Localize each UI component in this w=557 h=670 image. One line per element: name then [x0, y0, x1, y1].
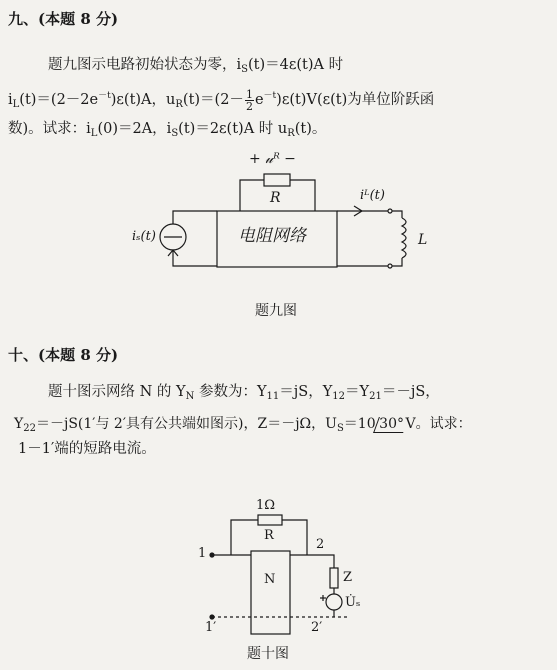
label-Z: Z — [343, 570, 353, 585]
problem9-line2: $i_L(t)=(2-2e^{-t})\varepsilon(t)A$，$u_R(t)=(2-$ $\frac{1}{2}$ $e^{-t})\varepsilon(t)V(\varepsilon(t)$为单位阶跃函 — [8, 87, 435, 113]
phasor-angle-symbol: 30° — [373, 417, 409, 433]
label-N: N — [264, 572, 276, 587]
label-iL-fig9: iᴸ(t) — [360, 188, 385, 203]
problem10-line1: 题十图示网络 N 的 $Y_N$ 参数为：$Y_{11}=jS$，$Y_{12}=Y_{21}=-jS$， — [48, 384, 440, 402]
port-1-label: 1 — [198, 546, 207, 561]
problem10-heading: 十、(本题 8 分) — [8, 346, 119, 364]
voltage-source-Us — [326, 594, 342, 610]
fraction-half: $\frac{1}{2}$ — [245, 87, 253, 113]
network-N-box — [251, 551, 290, 634]
caption-fig10: 题十图 — [247, 646, 289, 662]
label-1ohm: 1Ω — [256, 498, 276, 513]
label-Us: U̇ₛ — [345, 595, 361, 610]
inductor-coil — [402, 218, 406, 258]
label-R-fig9: R — [270, 190, 281, 206]
port-2prime-label: 2′ — [311, 620, 323, 635]
problem9-line3: 数)。试求：$i_L(0)=2A$，$i_S(t)=2\varepsilon(t)A$ 时 $u_R(t)$。 — [8, 121, 327, 139]
port-1prime-label: 1′ — [205, 620, 217, 635]
label-L-fig9: L — [418, 232, 428, 248]
problem9-line1: 题九图示电路初始状态为零，$i_S(t)=4\varepsilon(t)A$ 时 — [48, 57, 344, 75]
label-is-fig9: iₛ(t) — [132, 229, 156, 244]
problem9-heading: 九、(本题 8 分) — [8, 10, 119, 28]
label-network-fig9: 电阻网络 — [238, 226, 306, 246]
problem10-line2: $Y_{22}=-jS(1'$与 2′具有公共端如图示)，Z＝－jΩ，$U_S=10$ 30° V。试求： — [14, 416, 472, 434]
current-source-symbol — [160, 224, 186, 250]
port-2-label: 2 — [316, 537, 325, 552]
resistor-R-fig9 — [264, 174, 290, 186]
label-R-fig10: R — [264, 528, 274, 543]
impedance-Z — [330, 568, 338, 588]
problem10-line3: 1－1′端的短路电流。 — [18, 441, 156, 457]
resistor-1ohm — [258, 515, 282, 525]
caption-fig9: 题九图 — [255, 303, 297, 319]
label-uR-fig9: + 𝓊ᴿ − — [249, 151, 296, 167]
